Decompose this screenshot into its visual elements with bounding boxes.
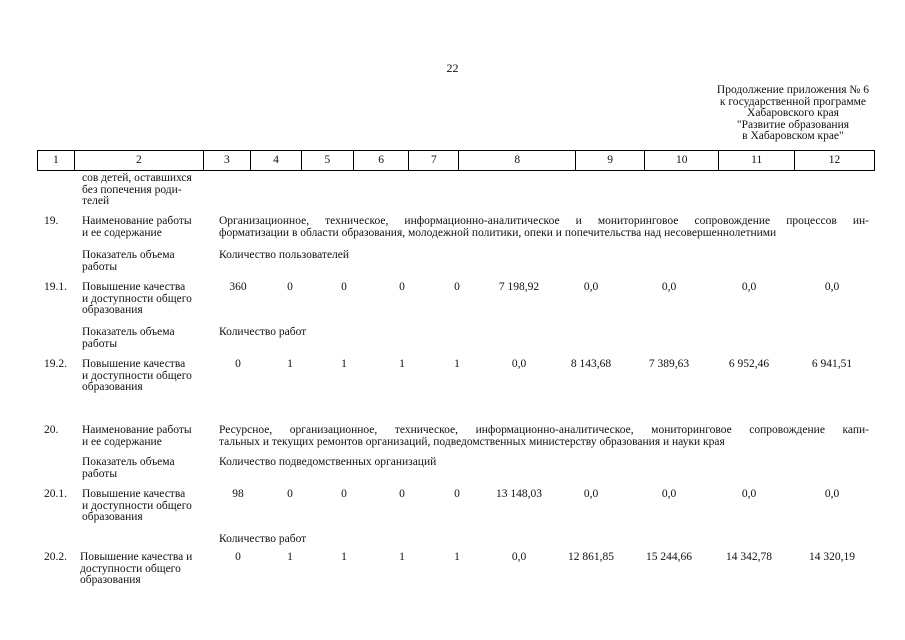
text-line: доступности общего xyxy=(80,562,181,575)
work-name-label xyxy=(82,216,192,239)
text-line: работы xyxy=(82,467,118,480)
cell-value: 14 342,78 xyxy=(726,551,772,563)
continuation-line: к государственной программе xyxy=(719,95,867,108)
cell-value: 7 389,63 xyxy=(648,358,690,370)
column-number-header xyxy=(37,150,875,171)
row-label xyxy=(82,359,192,394)
text-line: сов детей, оставшихся xyxy=(82,172,192,184)
cell-value: 0 xyxy=(287,488,293,500)
cell-value: 7 198,92 xyxy=(498,281,540,293)
row-number: 20.2. xyxy=(44,551,67,563)
row-number: 20.1. xyxy=(44,488,67,500)
cell-value: 12 861,85 xyxy=(568,551,614,563)
cell-value: 0 xyxy=(454,281,460,293)
text-line: и ее содержание xyxy=(82,226,162,239)
text-line: Показатель объема xyxy=(82,456,175,468)
cell-value: 0,0 xyxy=(511,551,527,563)
work-name-label xyxy=(82,425,192,448)
column-header: 5 xyxy=(302,151,354,170)
column-header: 6 xyxy=(354,151,410,170)
indicator-label xyxy=(82,250,175,273)
cell-value: 0 xyxy=(399,488,405,500)
column-header: 12 xyxy=(828,154,841,166)
text-line: Наименование работы xyxy=(82,424,192,436)
text-line: образования xyxy=(80,574,141,586)
text-line: Показатель объема xyxy=(82,249,175,261)
cell-value: 0,0 xyxy=(824,281,840,293)
column-header: 1 xyxy=(38,151,75,170)
cell-value: 6 952,46 xyxy=(728,358,770,370)
indicator-value: Количество пользователей xyxy=(219,249,350,261)
cell-value: 0,0 xyxy=(661,488,677,500)
cell-value: 0,0 xyxy=(824,488,840,500)
column-header: 7 xyxy=(409,151,459,170)
text-line: Организационное, техническое, информационно-аналитическое и мониторинговое сопровождение процессов ин- xyxy=(219,215,869,227)
text-line: телей xyxy=(82,195,110,207)
cell-value: 13 148,03 xyxy=(496,488,542,500)
cell-value: 0,0 xyxy=(661,281,677,293)
indicator-label xyxy=(82,327,175,350)
cell-value: 15 244,66 xyxy=(646,551,692,563)
column-header: 4 xyxy=(251,151,302,170)
text-line: образования xyxy=(82,381,143,393)
text-line: Показатель объема xyxy=(82,326,175,338)
column-header: 3 xyxy=(204,151,251,170)
text-line: работы xyxy=(82,337,118,350)
text-line: тальных и текущих ремонтов организаций, подведомственных министерству образования и науки края xyxy=(219,435,725,448)
text-line: Ресурсное, организационное, техническое, информационно-аналитическое, мониторинговое сопровождение капи- xyxy=(219,424,869,436)
text-line: без попечения роди- xyxy=(82,183,182,196)
work-content xyxy=(219,216,869,239)
cell-value: 1 xyxy=(399,358,405,370)
row-label xyxy=(82,489,192,524)
row-number: 19.1. xyxy=(44,281,67,293)
cell-value: 1 xyxy=(341,358,347,370)
continuation-line: "Развитие образования xyxy=(736,118,850,131)
cell-value: 0,0 xyxy=(583,488,599,500)
cell-value: 0 xyxy=(454,488,460,500)
cell-value: 0,0 xyxy=(583,281,599,293)
cell-value: 0,0 xyxy=(741,488,757,500)
cell-value: 360 xyxy=(229,281,247,293)
text-line: Повышение качества и xyxy=(80,551,193,563)
continuation-line: Хабаровского края xyxy=(747,107,839,119)
cell-value: 1 xyxy=(399,551,405,563)
appendix-continuation-note xyxy=(717,85,869,143)
indicator-value: Количество работ xyxy=(219,533,307,545)
cell-value: 0 xyxy=(341,281,347,293)
cell-value: 98 xyxy=(232,488,244,500)
column-header: 11 xyxy=(719,151,794,170)
page-number: 22 xyxy=(446,61,459,75)
text-line: работы xyxy=(82,260,118,273)
text-line: Наименование работы xyxy=(82,215,192,227)
cell-value: 1 xyxy=(341,551,347,563)
cell-value: 1 xyxy=(454,358,460,370)
row-number: 19.2. xyxy=(44,358,67,370)
text-line: Повышение качества xyxy=(82,281,186,293)
column-header: 9 xyxy=(576,151,645,170)
cell-value: 1 xyxy=(454,551,460,563)
cell-value: 0 xyxy=(235,551,241,563)
cell-value: 14 320,19 xyxy=(809,551,855,563)
cell-value: 0 xyxy=(341,488,347,500)
cell-value: 0,0 xyxy=(511,358,527,370)
row-number: 20. xyxy=(44,424,59,436)
text-line: и доступности общего xyxy=(82,369,192,382)
indicator-value: Количество работ xyxy=(219,326,307,338)
cell-value: 0 xyxy=(235,358,241,370)
text-line: Повышение качества xyxy=(82,358,186,370)
column-header: 8 xyxy=(459,151,576,170)
cell-value: 0,0 xyxy=(741,281,757,293)
text-line: форматизации в области образования, молодежной политики, опеки и попечительства над несовершеннолетними xyxy=(219,226,777,239)
previous-row-tail xyxy=(82,173,192,208)
continuation-line: в Хабаровском крае" xyxy=(742,130,844,142)
indicator-label xyxy=(82,457,175,480)
continuation-line: Продолжение приложения № 6 xyxy=(716,84,869,96)
row-label xyxy=(80,552,192,587)
text-line: Повышение качества xyxy=(82,488,186,500)
row-label xyxy=(82,282,192,317)
cell-value: 0 xyxy=(399,281,405,293)
text-line: образования xyxy=(82,511,143,523)
cell-value: 6 941,51 xyxy=(811,358,853,370)
indicator-value: Количество подведомственных организаций xyxy=(219,456,437,468)
cell-value: 8 143,68 xyxy=(570,358,612,370)
cell-value: 1 xyxy=(287,358,293,370)
row-number: 19. xyxy=(44,215,59,227)
cell-value: 0 xyxy=(287,281,293,293)
text-line: образования xyxy=(82,304,143,316)
work-content xyxy=(219,425,869,448)
cell-value: 1 xyxy=(287,551,293,563)
text-line: и доступности общего xyxy=(82,499,192,512)
column-header: 2 xyxy=(75,151,204,170)
text-line: и ее содержание xyxy=(82,435,162,448)
column-header: 10 xyxy=(645,151,719,170)
text-line: и доступности общего xyxy=(82,292,192,305)
